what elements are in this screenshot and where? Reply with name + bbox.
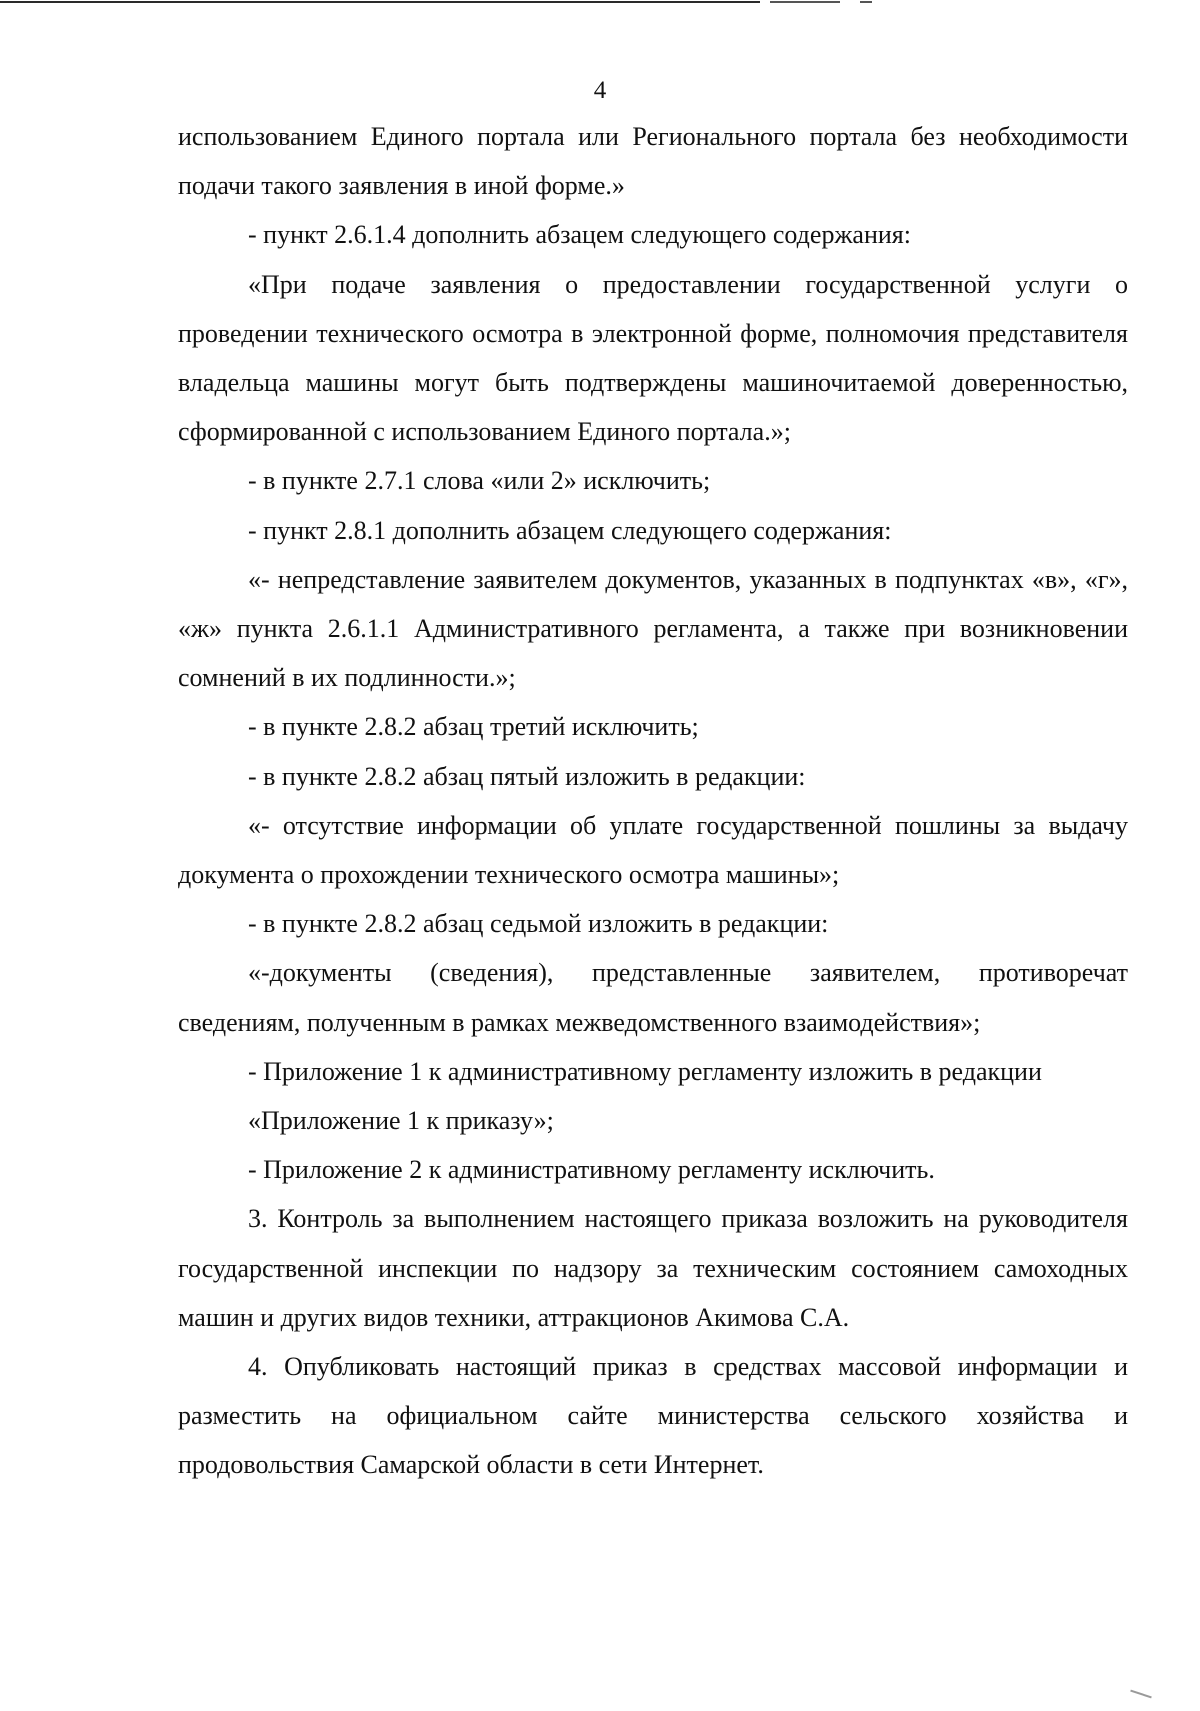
paragraph-amend-2-8-2-fifth: - в пункте 2.8.2 абзац пятый изложить в редакции: bbox=[248, 761, 806, 791]
paragraph-appendix-1-order: «Приложение 1 к приказу»; bbox=[248, 1106, 554, 1136]
document-body bbox=[178, 112, 1128, 1490]
paragraph-quote-non-submission: «- непредставление заявителем документов, указанных в подпунктах «в», «г», «ж» пункта 2.6.1.1 Административного регламента, а также при возникновении сомнений в их подлинности.»; bbox=[178, 564, 1128, 693]
paragraph-amend-2-7-1: - в пункте 2.7.1 слова «или 2» исключить; bbox=[248, 466, 711, 496]
paragraph-control-clause: 3. Контроль за выполнением настоящего приказа возложить на руководителя государственной инспекции по надзору за техническим состоянием самоходных машин и других видов техники, аттракционов Акимова С.А. bbox=[178, 1204, 1128, 1332]
scan-edge-line-fragment bbox=[770, 1, 840, 3]
paragraph-appendix-1: - Приложение 1 к административному регламенту изложить в редакции bbox=[248, 1056, 1042, 1086]
paragraph-amend-2-8-1: - пункт 2.8.1 дополнить абзацем следующего содержания: bbox=[248, 515, 892, 545]
paragraph-quote-documents-contradict: «-документы (сведения), представленные заявителем, противоречат сведениям, полученным в рамках межведомственного взаимодействия»; bbox=[178, 958, 1128, 1037]
paragraph-quote-fee-info: «- отсутствие информации об уплате государственной пошлины за выдачу документа о прохождении технического осмотра машины»; bbox=[178, 810, 1128, 890]
scan-edge-line-fragment bbox=[860, 1, 872, 3]
paragraph-quote-power-of-attorney: «При подаче заявления о предоставлении государственной услуги о проведении технического осмотра в электронной форме, полномочия представителя владельца машины могут быть подтверждены машиночитаемой доверенностью, сформированной с использованием Единого портала.»; bbox=[178, 269, 1128, 447]
page-number: 4 bbox=[593, 77, 607, 104]
scan-mark bbox=[1130, 1690, 1152, 1699]
paragraph-amend-2-8-2-seventh: - в пункте 2.8.2 абзац седьмой изложить в редакции: bbox=[248, 909, 829, 939]
paragraph-amend-2-8-2-third: - в пункте 2.8.2 абзац третий исключить; bbox=[248, 712, 699, 742]
paragraph-appendix-2: - Приложение 2 к административному регламенту исключить. bbox=[248, 1155, 935, 1185]
paragraph-publication-clause: 4. Опубликовать настоящий приказ в средствах массовой информации и разместить на официальном сайте министерства сельского хозяйства и продовольствия Самарской области в сети Интернет. bbox=[178, 1352, 1128, 1480]
paragraph-amend-2-6-1-4: - пункт 2.6.1.4 дополнить абзацем следующего содержания: bbox=[248, 220, 911, 250]
paragraph-portal-continuation: использованием Единого портала или Регионального портала без необходимости подачи такого заявления в иной форме.» bbox=[178, 122, 1128, 201]
scan-edge-line bbox=[0, 1, 760, 3]
